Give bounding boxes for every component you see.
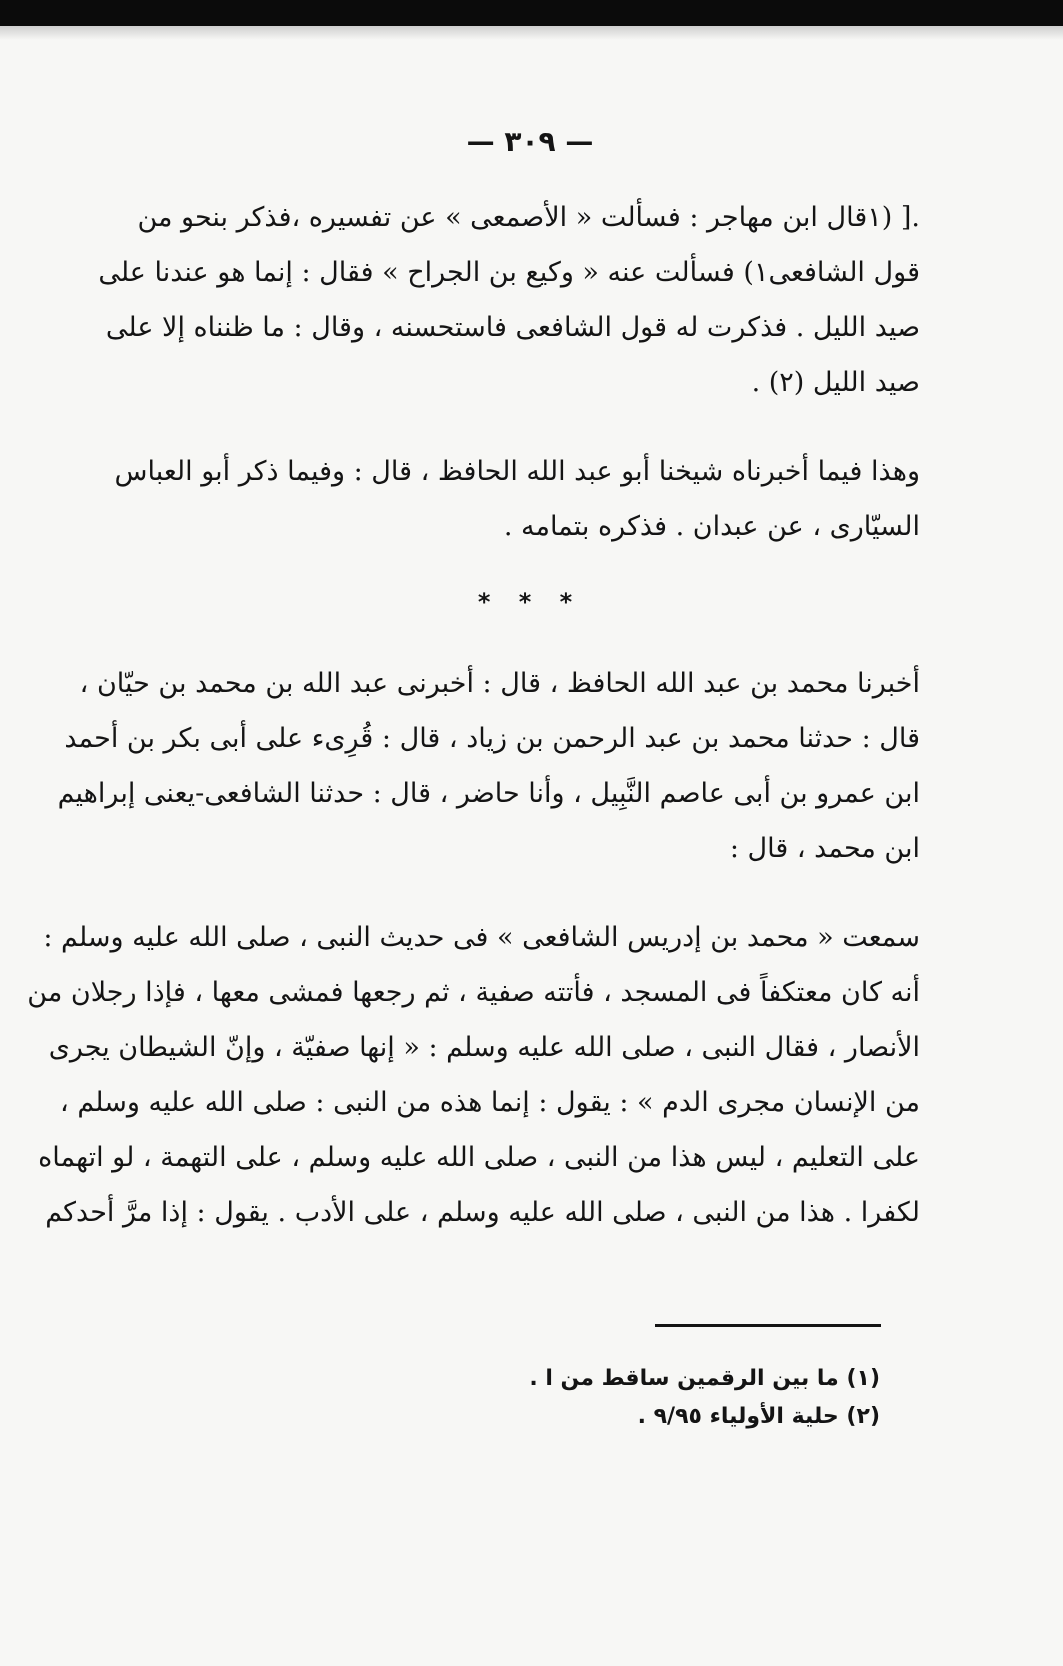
- footnotes: [520, 1360, 880, 1436]
- text-line: صيد الليل (٢) .: [751, 367, 920, 398]
- text-line: من الإنسان مجرى الدم » : يقول : إنما هذه من النبى : صلى الله عليه وسلم ،: [60, 1087, 920, 1118]
- text-line: على التعليم ، ليس هذا من النبى ، صلى الله عليه وسلم ، على التهمة ، لو اتهماه: [38, 1142, 920, 1173]
- book-page: [27, 120, 920, 1240]
- text-line: صيد الليل . فذكرت له قول الشافعى فاستحسنه ، وقال : ما ظنناه إلا على: [105, 312, 920, 343]
- section-separator: * * *: [477, 588, 583, 616]
- scan-top-shadow: [0, 26, 1063, 40]
- footnote-divider: [655, 1324, 881, 1327]
- text-line: أنه كان معتكفاً فى المسجد ، فأتته صفية ، ثم رجعها فمشى معها ، فإذا رجلان من: [27, 977, 920, 1008]
- text-line: ابن عمرو بن أبى عاصم النَّبِيل ، وأنا حاضر ، قال : حدثنا الشافعى-يعنى إبراهيم: [57, 778, 920, 809]
- footnote-2: (٢) حلية الأولياء ٩/٩٥ .: [637, 1404, 880, 1429]
- text-line: أخبرنا محمد بن عبد الله الحافظ ، قال : أخبرنى عبد الله بن محمد بن حيّان ،: [79, 668, 920, 699]
- scan-top-edge: [0, 0, 1063, 26]
- text-line: سمعت « محمد بن إدريس الشافعى » فى حديث النبى ، صلى الله عليه وسلم :: [43, 922, 920, 953]
- text-line: لكفرا . هذا من النبى ، صلى الله عليه وسلم ، على الأدب . يقول : إذا مرَّ أحدكم: [45, 1197, 920, 1228]
- text-line: وهذا فيما أخبرناه شيخنا أبو عبد الله الحافظ ، قال : وفيما ذكر أبو العباس: [114, 456, 920, 487]
- paragraph-4: [27, 910, 920, 1240]
- text-line: السيّارى ، عن عبدان . فذكره بتمامه .: [503, 511, 920, 542]
- text-line: ابن محمد ، قال :: [729, 833, 920, 864]
- page-number: — ٣٠٩ —: [466, 125, 594, 158]
- text-line: قال : حدثنا محمد بن عبد الرحمن بن زياد ، قال : قُرِىء على أبى بكر بن أحمد: [64, 723, 920, 754]
- text-line: قول الشافعى١) فسألت عنه « وكيع بن الجراح » فقال : إنما هو عندنا على: [98, 257, 920, 288]
- text-line: .[ (١قال ابن مهاجر : فسألت « الأصمعى » عن تفسيره ،فذكر بنحو من: [137, 202, 920, 233]
- paragraph-2: [114, 444, 920, 554]
- paragraph-1: [98, 190, 920, 410]
- footnote-1: (١) ما بين الرقمين ساقط من ا .: [529, 1366, 880, 1391]
- paragraph-3: [57, 656, 920, 876]
- text-line: الأنصار ، فقال النبى ، صلى الله عليه وسلم : « إنها صفيّة ، وإنّ الشيطان يجرى: [48, 1032, 920, 1063]
